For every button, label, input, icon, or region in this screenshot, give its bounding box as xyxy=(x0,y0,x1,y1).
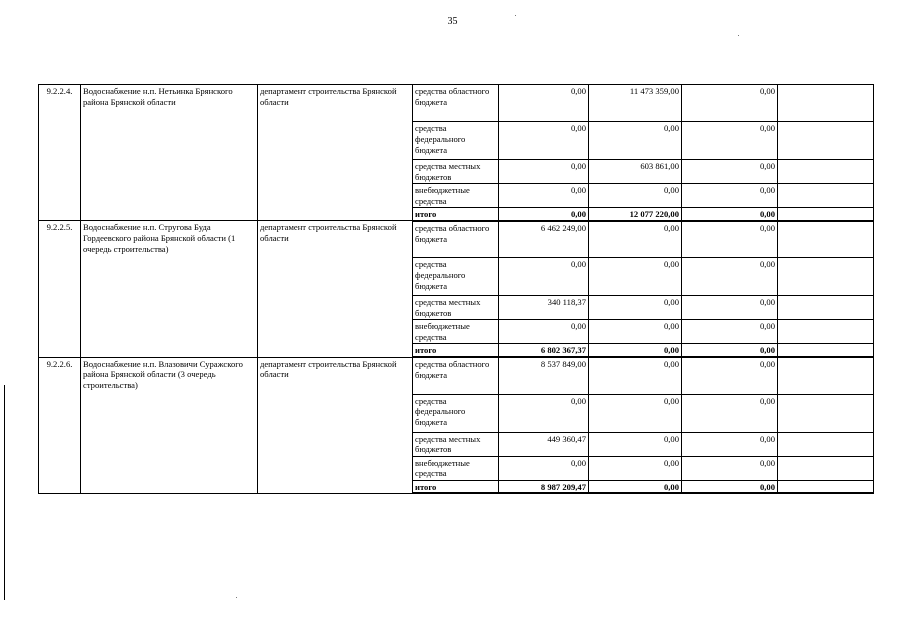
amount-cell: 0,00 xyxy=(589,320,682,344)
funding-row xyxy=(39,221,874,258)
amount-cell: 340 118,37 xyxy=(499,296,589,320)
amount-cell: 0,00 xyxy=(682,394,778,432)
funding-source-label: средства областного бюджета xyxy=(413,85,499,122)
executor: департамент строительства Брянской области xyxy=(258,85,413,221)
funding-source-label: средства местных бюджетов xyxy=(413,296,499,320)
amount-cell: 0,00 xyxy=(589,258,682,296)
amount-cell xyxy=(778,456,874,480)
amount-cell: 0,00 xyxy=(589,296,682,320)
amount-cell xyxy=(778,296,874,320)
funding-source-label: итого xyxy=(413,344,499,357)
amount-cell: 0,00 xyxy=(589,480,682,493)
amount-cell xyxy=(778,85,874,122)
executor: департамент строительства Брянской области xyxy=(258,357,413,493)
funding-row xyxy=(39,85,874,122)
funding-row xyxy=(39,357,874,394)
amount-cell xyxy=(778,344,874,357)
amount-cell: 8 987 209,47 xyxy=(499,480,589,493)
amount-cell xyxy=(778,258,874,296)
funding-source-label: итого xyxy=(413,480,499,493)
amount-cell: 0,00 xyxy=(682,296,778,320)
funding-source-label: средства федерального бюджета xyxy=(413,258,499,296)
amount-cell: 0,00 xyxy=(682,184,778,208)
amount-cell: 12 077 220,00 xyxy=(589,208,682,221)
amount-cell xyxy=(778,394,874,432)
amount-cell: 0,00 xyxy=(589,357,682,394)
amount-cell xyxy=(778,320,874,344)
amount-cell: 0,00 xyxy=(589,184,682,208)
item-code: 9.2.2.5. xyxy=(39,221,81,357)
amount-cell: 0,00 xyxy=(682,456,778,480)
scan-margin-line xyxy=(4,385,5,600)
scan-speck xyxy=(515,15,516,16)
amount-cell: 6 802 367,37 xyxy=(499,344,589,357)
executor: департамент строительства Брянской области xyxy=(258,221,413,357)
amount-cell: 6 462 249,00 xyxy=(499,221,589,258)
amount-cell: 8 537 849,00 xyxy=(499,357,589,394)
funding-source-label: средства федерального бюджета xyxy=(413,394,499,432)
page-number: 35 xyxy=(447,16,458,27)
amount-cell: 11 473 359,00 xyxy=(589,85,682,122)
item-code: 9.2.2.6. xyxy=(39,357,81,493)
funding-source-label: средства местных бюджетов xyxy=(413,432,499,456)
amount-cell: 0,00 xyxy=(682,160,778,184)
amount-cell: 0,00 xyxy=(682,480,778,493)
amount-cell xyxy=(778,208,874,221)
funding-source-label: средства областного бюджета xyxy=(413,357,499,394)
amount-cell: 0,00 xyxy=(499,184,589,208)
funding-source-label: внебюджетные средства xyxy=(413,320,499,344)
scan-speck xyxy=(738,35,739,36)
amount-cell: 0,00 xyxy=(499,122,589,160)
amount-cell xyxy=(778,160,874,184)
amount-cell: 603 861,00 xyxy=(589,160,682,184)
amount-cell xyxy=(778,184,874,208)
funding-source-label: итого xyxy=(413,208,499,221)
amount-cell: 0,00 xyxy=(682,208,778,221)
amount-cell: 0,00 xyxy=(589,122,682,160)
item-name: Водоснабжение н.п. Влазовичи Суражского района Брянской области (3 очередь строительства) xyxy=(81,357,258,493)
amount-cell: 0,00 xyxy=(499,208,589,221)
amount-cell: 0,00 xyxy=(682,344,778,357)
amount-cell: 0,00 xyxy=(682,432,778,456)
amount-cell xyxy=(778,357,874,394)
amount-cell: 0,00 xyxy=(499,456,589,480)
amount-cell: 0,00 xyxy=(499,258,589,296)
amount-cell: 0,00 xyxy=(499,394,589,432)
funding-source-label: средства местных бюджетов xyxy=(413,160,499,184)
amount-cell xyxy=(778,432,874,456)
amount-cell xyxy=(778,122,874,160)
amount-cell: 0,00 xyxy=(682,85,778,122)
amount-cell: 0,00 xyxy=(589,394,682,432)
amount-cell: 0,00 xyxy=(682,357,778,394)
amount-cell: 0,00 xyxy=(589,344,682,357)
amount-cell: 0,00 xyxy=(682,221,778,258)
amount-cell: 0,00 xyxy=(499,85,589,122)
amount-cell: 0,00 xyxy=(499,160,589,184)
amount-cell: 0,00 xyxy=(589,432,682,456)
funding-table xyxy=(38,84,874,494)
amount-cell: 0,00 xyxy=(499,320,589,344)
scan-speck xyxy=(236,597,237,598)
amount-cell xyxy=(778,221,874,258)
amount-cell: 0,00 xyxy=(682,258,778,296)
amount-cell: 0,00 xyxy=(589,221,682,258)
amount-cell: 0,00 xyxy=(682,122,778,160)
funding-source-label: средства федерального бюджета xyxy=(413,122,499,160)
item-name: Водоснабжение н.п. Стругова Буда Гордеевского района Брянской области (1 очередь строительства) xyxy=(81,221,258,357)
amount-cell: 0,00 xyxy=(682,320,778,344)
amount-cell: 449 360,47 xyxy=(499,432,589,456)
item-code: 9.2.2.4. xyxy=(39,85,81,221)
funding-source-label: средства областного бюджета xyxy=(413,221,499,258)
amount-cell: 0,00 xyxy=(589,456,682,480)
funding-source-label: внебюджетные средства xyxy=(413,456,499,480)
funding-source-label: внебюджетные средства xyxy=(413,184,499,208)
item-name: Водоснабжение н.п. Нетьинка Брянского района Брянской области xyxy=(81,85,258,221)
amount-cell xyxy=(778,480,874,493)
